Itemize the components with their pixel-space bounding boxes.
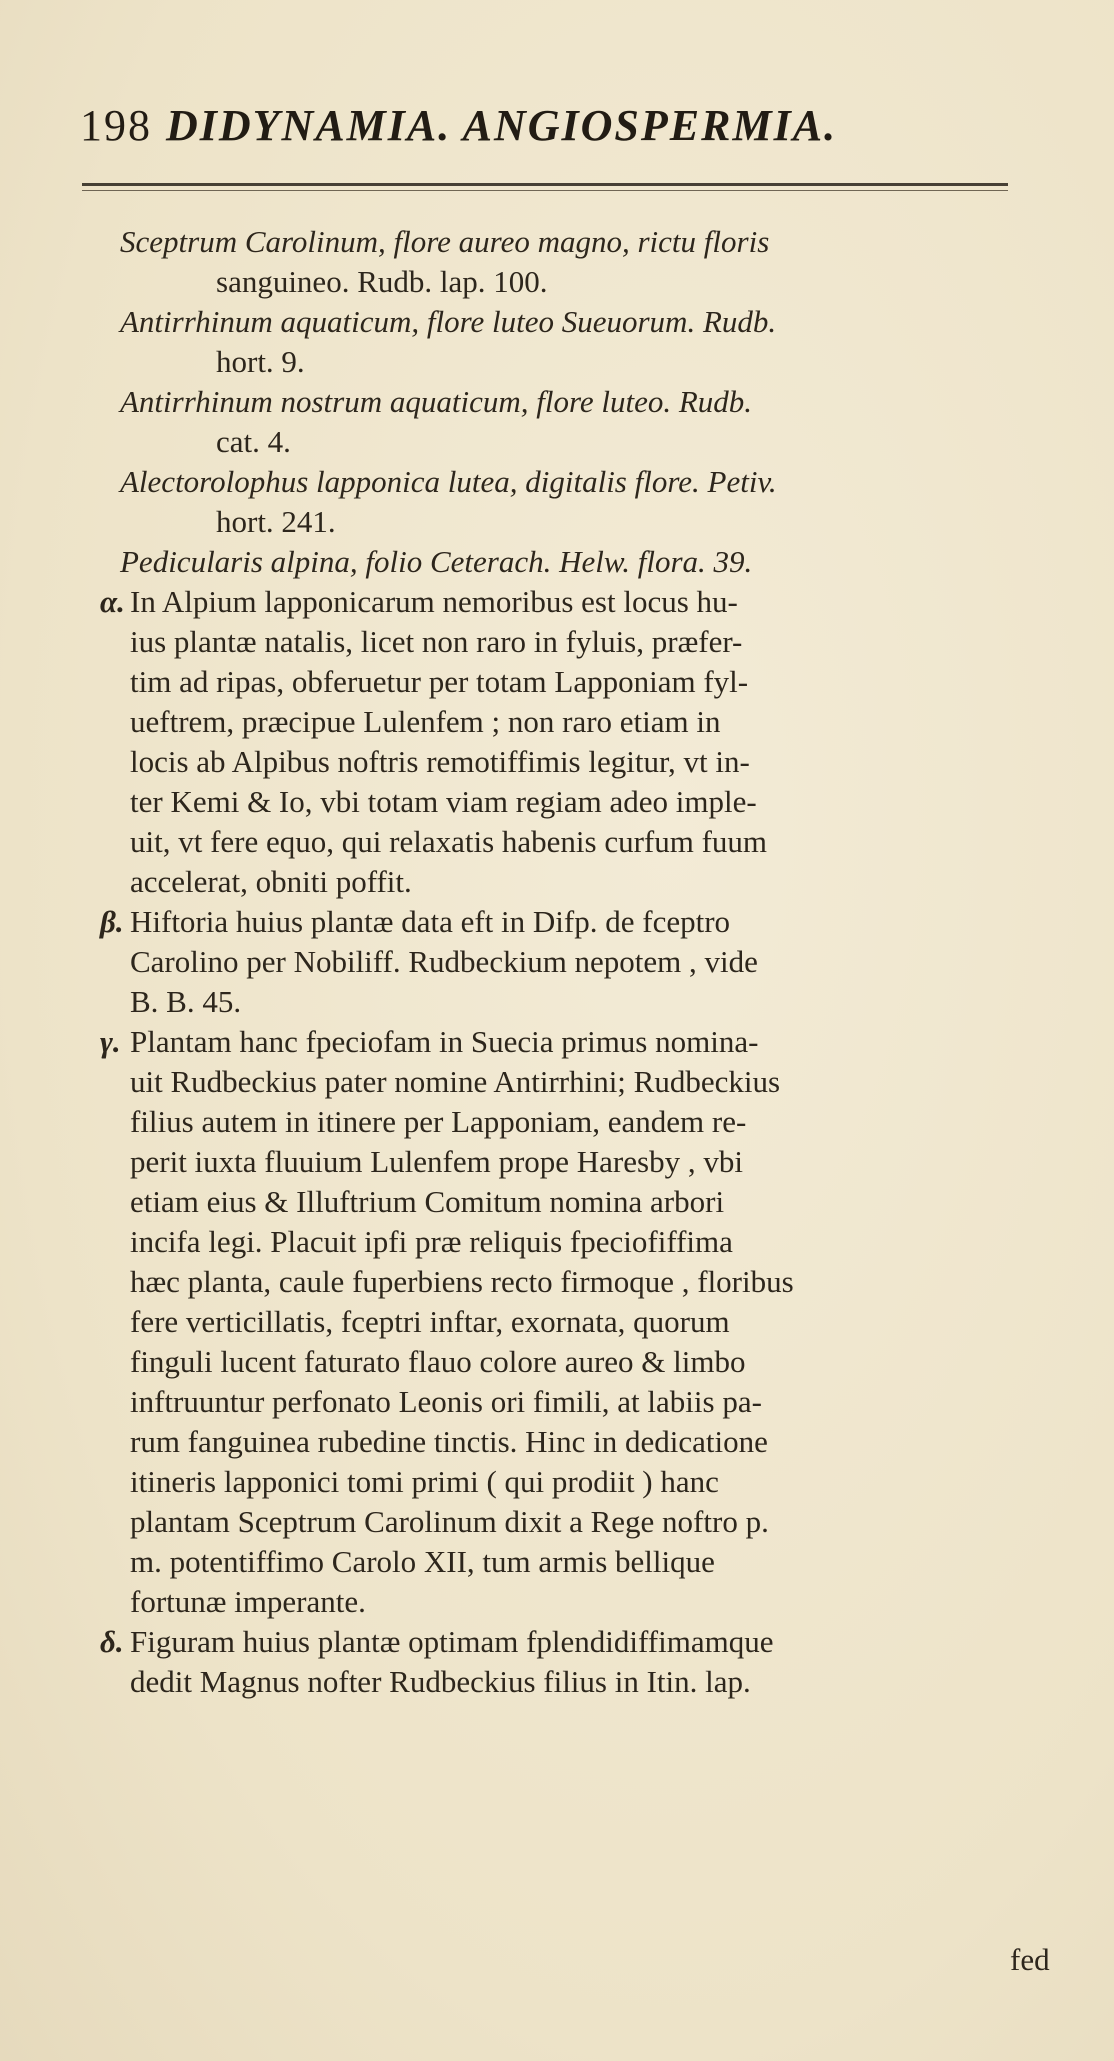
text-line: Pedicularis alpina, folio Ceterach. Helw. flora. 39. <box>120 544 753 579</box>
running-header <box>80 100 1010 151</box>
text-line: Plantam hanc fpeciofam in Suecia primus nomina- <box>130 1024 759 1059</box>
text-line: dedit Magnus nofter Rudbeckius filius in Itin. lap. <box>130 1664 751 1699</box>
text-line: fere verticillatis, fceptri inftar, exornata, quorum <box>130 1304 730 1339</box>
text-line: hort. 9. <box>216 344 305 379</box>
text-line: In Alpium lapponicarum nemoribus est locus hu- <box>130 584 738 619</box>
text-line: itineris lapponici tomi primi ( qui prodiit ) hanc <box>130 1464 719 1499</box>
paragraph-gamma <box>100 1022 1040 1622</box>
text-line: perit iuxta fluuium Lulenfem prope Haresby , vbi <box>130 1144 743 1179</box>
text-line: ter Kemi & Io, vbi totam viam regiam adeo imple- <box>130 784 757 819</box>
text-line: Antirrhinum aquaticum, flore luteo Sueuorum. Rudb. <box>120 304 777 339</box>
text-line: inftruuntur perfonato Leonis ori fimili, at labiis pa- <box>130 1384 762 1419</box>
text-line: Hiftoria huius plantæ data eft in Difp. de fceptro <box>130 904 731 939</box>
text-line: tim ad ripas, obferuetur per totam Lapponiam fyl- <box>130 664 749 699</box>
paragraph-marker: γ. <box>100 1024 121 1059</box>
text-line: m. potentiffimo Carolo XII, tum armis bellique <box>130 1544 715 1579</box>
text-line: accelerat, obniti poffit. <box>130 864 412 899</box>
text-line: ueftrem, præcipue Lulenfem ; non raro etiam in <box>130 704 721 739</box>
text-line: locis ab Alpibus noftris remotiffimis legitur, vt in- <box>130 744 750 779</box>
synonym-entry <box>120 302 1040 382</box>
synonym-entry <box>120 462 1040 542</box>
text-line: Sceptrum Carolinum, flore aureo magno, rictu floris <box>120 224 770 259</box>
section-title: DIDYNAMIA. ANGIOSPERMIA. <box>166 101 838 150</box>
text-line: Carolino per Nobiliff. Rudbeckium nepotem , vide <box>130 944 758 979</box>
text-line: Alectorolophus lapponica lutea, digitalis flore. Petiv. <box>120 464 777 499</box>
text-line: rum fanguinea rubedine tinctis. Hinc in dedicatione <box>130 1424 768 1459</box>
paragraph-alpha <box>100 582 1040 902</box>
text-line: B. B. 45. <box>130 984 242 1019</box>
synonym-entry <box>120 382 1040 462</box>
paragraph-beta <box>100 902 1040 1022</box>
text-line: plantam Sceptrum Carolinum dixit a Rege noftro p. <box>130 1504 769 1539</box>
synonym-entry <box>120 542 1040 582</box>
paragraph-marker: δ. <box>100 1624 124 1659</box>
text-line: uit, vt fere equo, qui relaxatis habenis curfum fuum <box>130 824 768 859</box>
text-line: finguli lucent faturato flauo colore aureo & limbo <box>130 1344 746 1379</box>
catchword: fed <box>1010 1942 1050 1977</box>
paragraph-marker: β. <box>100 904 124 939</box>
text-line: hort. 241. <box>216 504 336 539</box>
text-line: incifa legi. Placuit ipfi præ reliquis fpeciofiffima <box>130 1224 733 1259</box>
page-body <box>100 222 1040 1702</box>
page-number: 198 <box>80 101 152 150</box>
text-line: hæc planta, caule fuperbiens recto firmoque , floribus <box>130 1264 794 1299</box>
text-line: Antirrhinum nostrum aquaticum, flore luteo. Rudb. <box>120 384 753 419</box>
synonym-entry <box>120 222 1040 302</box>
header-rule <box>82 183 1008 191</box>
text-line: cat. 4. <box>216 424 291 459</box>
text-line: uit Rudbeckius pater nomine Antirrhini; Rudbeckius <box>130 1064 781 1099</box>
text-line: etiam eius & Illuftrium Comitum nomina arbori <box>130 1184 725 1219</box>
text-line: Figuram huius plantæ optimam fplendidiffimamque <box>130 1624 774 1659</box>
text-line: sanguineo. Rudb. lap. 100. <box>216 264 548 299</box>
text-line: ius plantæ natalis, licet non raro in fyluis, præfer- <box>130 624 743 659</box>
text-line: filius autem in itinere per Lapponiam, eandem re- <box>130 1104 747 1139</box>
text-line: fortunæ imperante. <box>130 1584 366 1619</box>
paragraph-marker: α. <box>100 584 125 619</box>
paragraph-delta <box>100 1622 1040 1702</box>
